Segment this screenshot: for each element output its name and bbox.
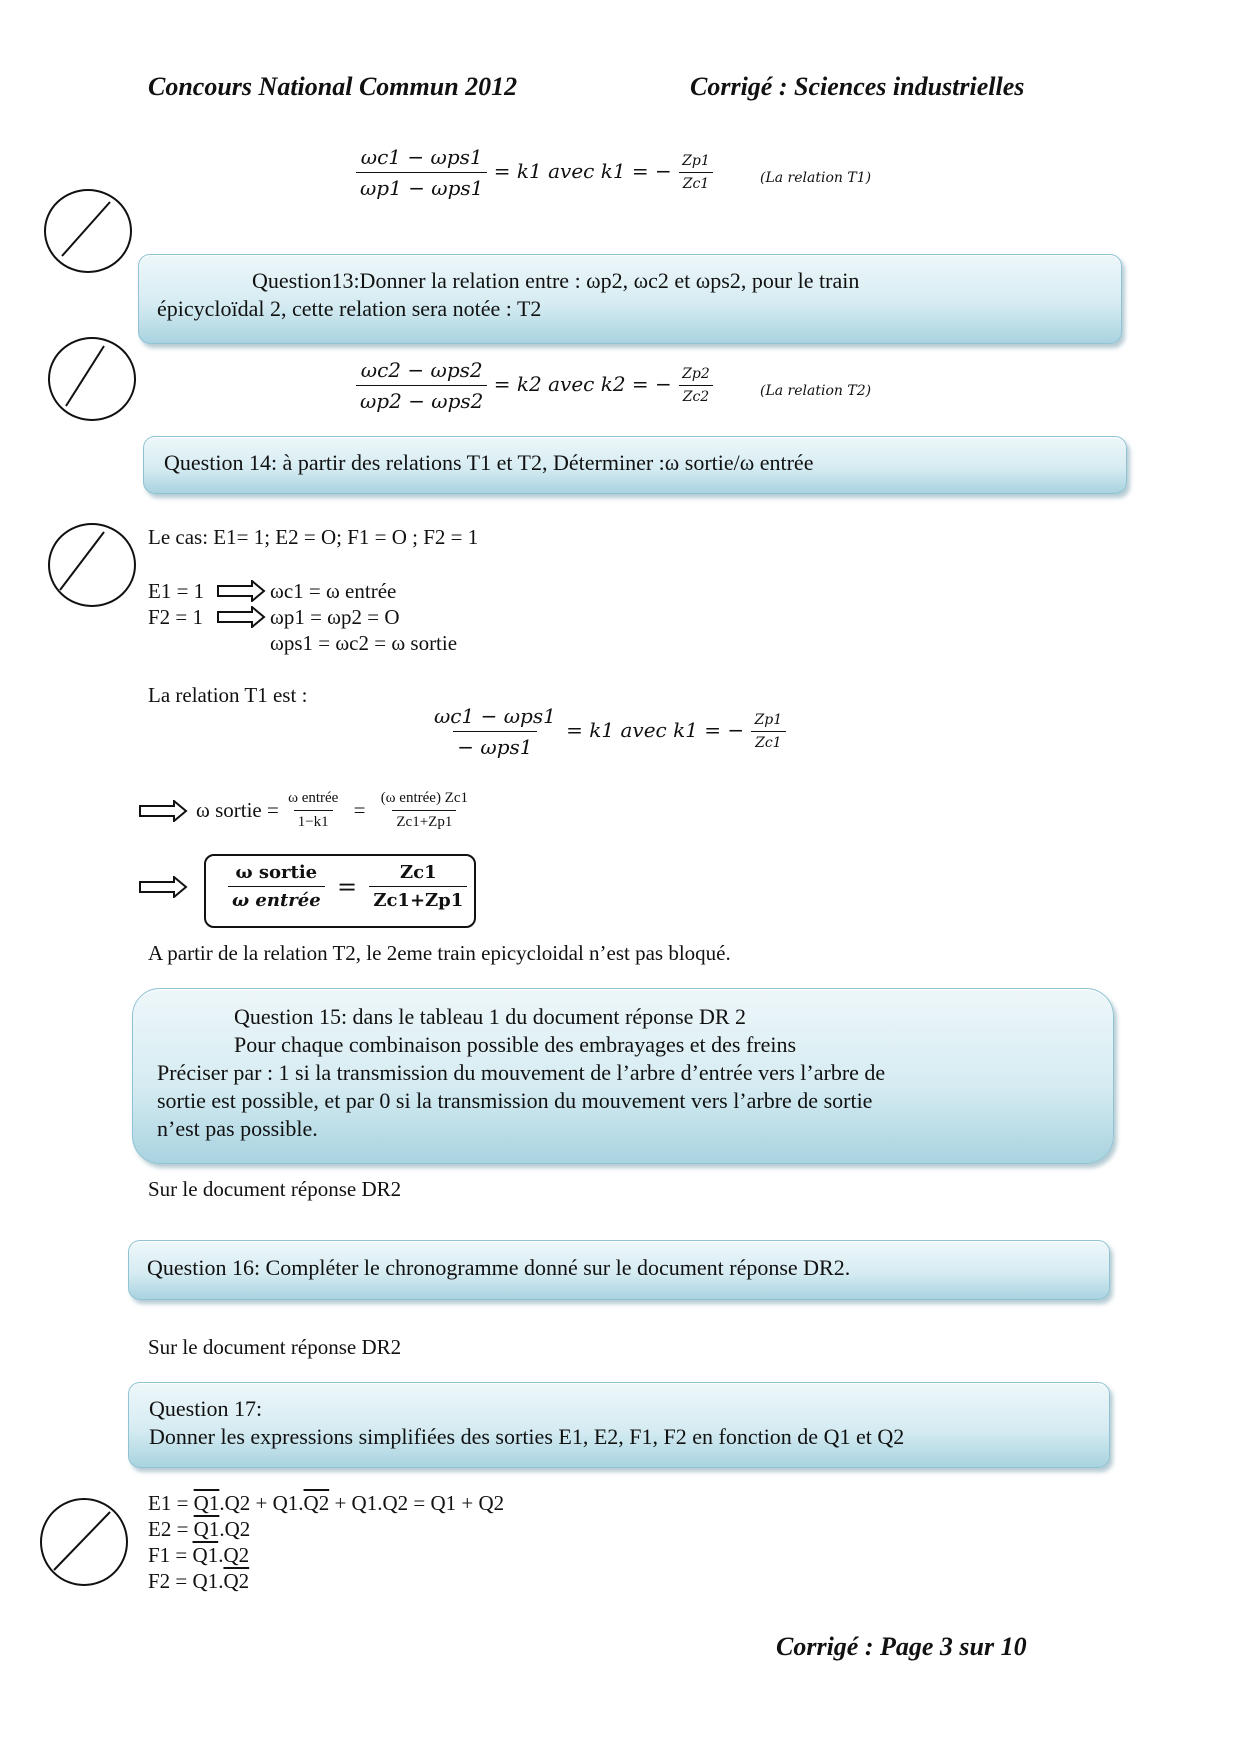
third-line: ωps1 = ωc2 = ω sortie xyxy=(270,631,458,655)
f2-right: ωp1 = ωp2 = O xyxy=(270,605,400,629)
relation-t1-case xyxy=(430,704,786,759)
expr-e2 xyxy=(148,1516,250,1542)
result-numerator: ω sortie xyxy=(235,862,318,883)
case-denominator: − ωps1 xyxy=(453,731,536,759)
header-left: Concours National Commun 2012 xyxy=(148,72,518,101)
result-r-denominator: Zc1+Zp1 xyxy=(369,886,467,911)
t2-label: (La relation T2) xyxy=(760,383,872,399)
case-k-denominator: Zc1 xyxy=(751,731,785,751)
t2-k-denominator: Zc2 xyxy=(679,385,713,405)
question-16-text: Question 16: Compléter le chronogramme donné sur le document réponse DR2. xyxy=(147,1255,851,1280)
question-13-box xyxy=(138,254,1122,344)
f2-numerator: (ω entrée) Zc1 xyxy=(380,790,469,806)
expr-e1-q1-bar: Q1 xyxy=(193,1491,220,1515)
expr-e1-e: + Q1.Q2 = Q1 + Q2 xyxy=(329,1491,505,1515)
question-13-line2: épicycloïdal 2, cette relation sera notée : T2 xyxy=(157,296,542,321)
t2-equation: = k2 avec k2 = − xyxy=(493,372,672,396)
case-numerator: ωc1 − ωps1 xyxy=(434,704,556,728)
equals-sign: = xyxy=(353,798,366,822)
question-14-text: Question 14: à partir des relations T1 et T2, Déterminer :ω sortie/ω entrée xyxy=(164,450,814,475)
f2-denominator: Zc1+Zp1 xyxy=(392,810,456,831)
question-15-line2: Pour chaque combinaison possible des embrayages et des freins xyxy=(234,1032,797,1057)
header-right: Corrigé : Sciences industrielles xyxy=(690,72,1025,101)
question-14-box xyxy=(143,436,1127,494)
omega-sortie-line xyxy=(196,790,472,831)
dr2-reference-1: Sur le document réponse DR2 xyxy=(148,1177,402,1201)
t1-denominator: ωp1 − ωps1 xyxy=(356,172,487,200)
expr-f2-a: F2 = Q1. xyxy=(148,1569,224,1593)
dr2-reference-2: Sur le document réponse DR2 xyxy=(148,1335,402,1359)
expr-e1-a: E1 = xyxy=(148,1491,194,1515)
expr-f1-c: .Q2 xyxy=(218,1543,250,1567)
grading-circle-4 xyxy=(38,1496,130,1588)
grading-circle-1 xyxy=(42,186,134,276)
result-box xyxy=(204,854,476,928)
page-footer: Corrigé : Page 3 sur 10 xyxy=(776,1632,1027,1661)
case-k-numerator: Zp1 xyxy=(754,712,783,728)
implies-arrow-icon xyxy=(138,800,188,822)
question-15-box xyxy=(132,988,1114,1164)
relation-t1-label: La relation T1 est : xyxy=(148,683,308,707)
result-equals: = xyxy=(336,872,358,901)
t1-k-numerator: Zp1 xyxy=(682,153,710,169)
question-17-line1: Question 17: xyxy=(149,1396,263,1421)
expr-f2 xyxy=(148,1568,249,1594)
t1-k-denominator: Zc1 xyxy=(679,172,713,192)
relation-t2 xyxy=(356,358,714,413)
question-15-line1: Question 15: dans le tableau 1 du document réponse DR 2 xyxy=(234,1004,747,1029)
t1-numerator: ωc1 − ωps1 xyxy=(360,145,483,169)
expr-e2-c: .Q2 xyxy=(219,1517,251,1541)
f1-denominator: 1−k1 xyxy=(294,810,333,831)
expr-f1 xyxy=(148,1542,249,1568)
expr-e1 xyxy=(148,1490,504,1516)
expr-e2-q1-bar: Q1 xyxy=(193,1517,220,1541)
omega-sortie-label: ω sortie = xyxy=(196,798,279,822)
implies-arrow-icon xyxy=(216,580,266,602)
question-13-line1: Question13:Donner la relation entre : ωp2, ωc2 et ωps2, pour le train xyxy=(252,268,860,293)
t1-equation: = k1 avec k1 = − xyxy=(493,159,672,183)
expr-e1-c: .Q2 + Q1. xyxy=(219,1491,304,1515)
expr-f2-q2-bar: Q2 xyxy=(223,1569,250,1593)
question-15-line4: sortie est possible, et par 0 si la transmission du mouvement vers l’arbre de sortie xyxy=(157,1088,873,1113)
relation-t1 xyxy=(356,145,714,200)
implies-arrow-icon xyxy=(138,876,188,898)
t2-note: A partir de la relation T2, le 2eme train epicycloidal n’est pas bloqué. xyxy=(148,941,731,965)
question-17-line2: Donner les expressions simplifiées des sorties E1, E2, F1, F2 en fonction de Q1 et Q2 xyxy=(149,1424,905,1449)
expr-f1-q1-bar: Q1 xyxy=(192,1543,219,1567)
case-equation: = k1 avec k1 = − xyxy=(566,718,745,742)
result-r-numerator: Zc1 xyxy=(400,862,437,883)
result-denominator: ω entrée xyxy=(228,886,325,911)
implies-arrow-icon xyxy=(216,606,266,628)
t2-numerator: ωc2 − ωps2 xyxy=(360,358,483,382)
case-line: Le cas: E1= 1; E2 = O; F1 = O ; F2 = 1 xyxy=(148,525,479,549)
grading-circle-3 xyxy=(46,520,138,610)
e1-left: E1 = 1 xyxy=(148,579,205,603)
grading-circle-2 xyxy=(46,334,138,424)
question-15-line5: n’est pas possible. xyxy=(157,1116,318,1141)
question-17-box xyxy=(128,1382,1110,1468)
expr-e1-q2-bar: Q2 xyxy=(303,1491,330,1515)
expr-e2-a: E2 = xyxy=(148,1517,194,1541)
question-15-line3: Préciser par : 1 si la transmission du mouvement de l’arbre d’entrée vers l’arbre de xyxy=(157,1060,886,1085)
expr-f1-a: F1 = xyxy=(148,1543,193,1567)
t2-k-numerator: Zp2 xyxy=(682,366,710,382)
f1-numerator: ω entrée xyxy=(288,790,339,806)
e1-right: ωc1 = ω entrée xyxy=(270,579,397,603)
question-16-box xyxy=(128,1240,1110,1300)
t1-label: (La relation T1) xyxy=(760,170,872,186)
t2-denominator: ωp2 − ωps2 xyxy=(356,385,487,413)
f2-left: F2 = 1 xyxy=(148,605,204,629)
